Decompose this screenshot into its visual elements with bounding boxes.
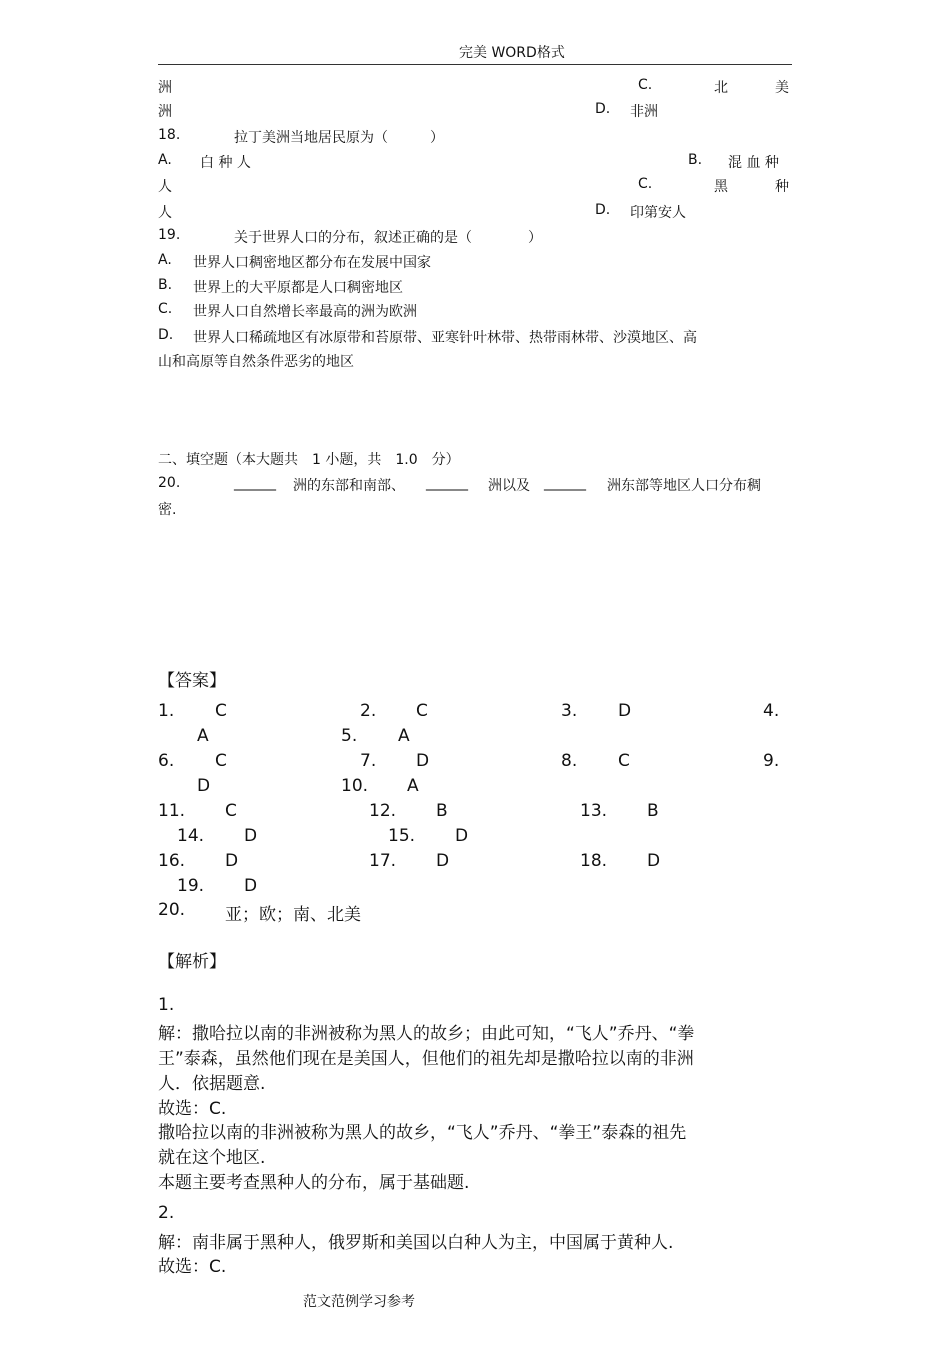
q18-option-c-label: C. [638,176,653,192]
q20-blank-2: ______ [426,475,468,491]
answer-num: 10. [341,776,369,796]
q18-option-d-text: 印第安人 [630,205,686,221]
analysis-item-1-number: 1. [158,995,175,1015]
q18-option-c-text-1: 黑 [714,179,728,195]
answer-value: D [647,851,661,871]
header-divider [158,64,792,65]
answer-num: 17. [369,851,397,871]
analysis-item-2-line: 故选：C. [158,1257,227,1277]
answer-num: 7. [360,751,377,771]
analysis-item-1-line: 人．依据题意. [158,1074,266,1094]
q19-option-d-continuation: 山和高原等自然条件恶劣的地区 [158,354,354,370]
analysis-item-1-line: 本题主要考查黑种人的分布，属于基础题. [158,1173,470,1193]
q18-line3-left: 人 [158,205,172,221]
answer-num: 18. [580,851,608,871]
q18-option-a-label: A. [158,152,172,168]
page-footer-text: 范文范例学习参考 [303,1294,415,1310]
q19-option-d-text: 世界人口稀疏地区有冰原带和苔原带、亚寒针叶林带、热带雨林带、沙漠地区、高 [193,330,697,346]
q19-option-a-text: 世界人口稠密地区都分布在发展中国家 [193,255,431,271]
answer-value: C [225,801,237,821]
q19-option-c-label: C. [158,301,173,317]
q18-option-a-text: 白 种 人 [200,155,251,171]
q18-number: 18. [158,127,181,143]
q19-number: 19. [158,227,181,243]
q17-option-d-text: 非洲 [630,104,658,120]
answer-value: A [398,726,410,746]
answer-value: D [244,826,258,846]
q20-text-2: 洲以及 [488,478,530,494]
q17-line2-left: 洲 [158,104,172,120]
answer-num: 2. [360,701,377,721]
answer-num: 19. [177,876,205,896]
answer-value: C [618,751,630,771]
q19-option-a-label: A. [158,252,172,268]
answer-value: A [407,776,419,796]
answer-num: 9. [763,751,780,771]
section-2-title: 二、填空题（本大题共 1 小题，共 1.0 分） [158,452,460,468]
page-header-title: 完美 WORD格式 [459,45,565,61]
q19-option-c-text: 世界人口自然增长率最高的洲为欧洲 [193,304,417,320]
answer-value: D [416,751,430,771]
analysis-item-1-line: 撒哈拉以南的非洲被称为黑人的故乡，“飞人”乔丹、“拳王”泰森的祖先 [158,1123,687,1143]
answer-value: D [197,776,211,796]
q19-option-b-text: 世界上的大平原都是人口稠密地区 [193,280,403,296]
answer-num: 16. [158,851,186,871]
q17-option-d-label: D. [595,101,611,117]
answer-num: 20. [158,900,186,920]
q19-stem: 关于世界人口的分布，叙述正确的是（ ） [234,230,542,246]
q19-option-b-label: B. [158,277,173,293]
answer-value: A [197,726,209,746]
q18-line2-left: 人 [158,179,172,195]
answer-num: 4. [763,701,780,721]
q18-option-c-text-2: 种 [775,179,789,195]
answer-num: 1. [158,701,175,721]
answer-value: C [416,701,428,721]
q20-text-1: 洲的东部和南部、 [293,478,405,494]
q18-option-d-label: D. [595,202,611,218]
answers-heading: 【答案】 [158,671,226,691]
answer-value: 亚；欧；南、北美 [225,905,361,925]
analysis-item-2-number: 2. [158,1203,175,1223]
q18-option-b-text: 混 血 种 [728,155,779,171]
q20-text-3: 洲东部等地区人口分布稠 [607,478,761,494]
q18-stem: 拉丁美洲当地居民原为（ ） [234,130,444,146]
analysis-item-1-line: 解：撒哈拉以南的非洲被称为黑人的故乡；由此可知，“飞人”乔丹、“拳 [158,1024,695,1044]
analysis-heading: 【解析】 [158,952,226,972]
answer-num: 8. [561,751,578,771]
analysis-item-1-line: 故选：C. [158,1099,227,1119]
answer-value: B [436,801,448,821]
answer-value: D [455,826,469,846]
q17-line1-left: 洲 [158,80,172,96]
q17-option-c-text-1: 北 [714,80,728,96]
analysis-item-2-line: 解：南非属于黑种人，俄罗斯和美国以白种人为主，中国属于黄种人. [158,1233,674,1253]
q19-option-d-label: D. [158,327,174,343]
answer-num: 3. [561,701,578,721]
q20-blank-3: ______ [544,475,586,491]
answer-num: 13. [580,801,608,821]
analysis-item-1-line: 就在这个地区. [158,1148,266,1168]
q17-option-c-text-2: 美 [775,80,789,96]
answer-value: B [647,801,659,821]
answer-value: D [618,701,632,721]
answer-num: 12. [369,801,397,821]
answer-value: D [244,876,258,896]
q18-option-b-label: B. [688,152,703,168]
answer-num: 11. [158,801,186,821]
analysis-item-1-line: 王”泰森，虽然他们现在是美国人，但他们的祖先却是撒哈拉以南的非洲 [158,1049,694,1069]
q20-blank-1: ______ [234,475,276,491]
answer-value: D [436,851,450,871]
answer-num: 14. [177,826,205,846]
answer-value: C [215,701,227,721]
answer-num: 5. [341,726,358,746]
answer-num: 15. [388,826,416,846]
q20-continuation: 密. [158,502,177,518]
q17-option-c-label: C. [638,77,653,93]
answer-value: C [215,751,227,771]
q20-number: 20. [158,475,181,491]
answer-num: 6. [158,751,175,771]
answer-value: D [225,851,239,871]
